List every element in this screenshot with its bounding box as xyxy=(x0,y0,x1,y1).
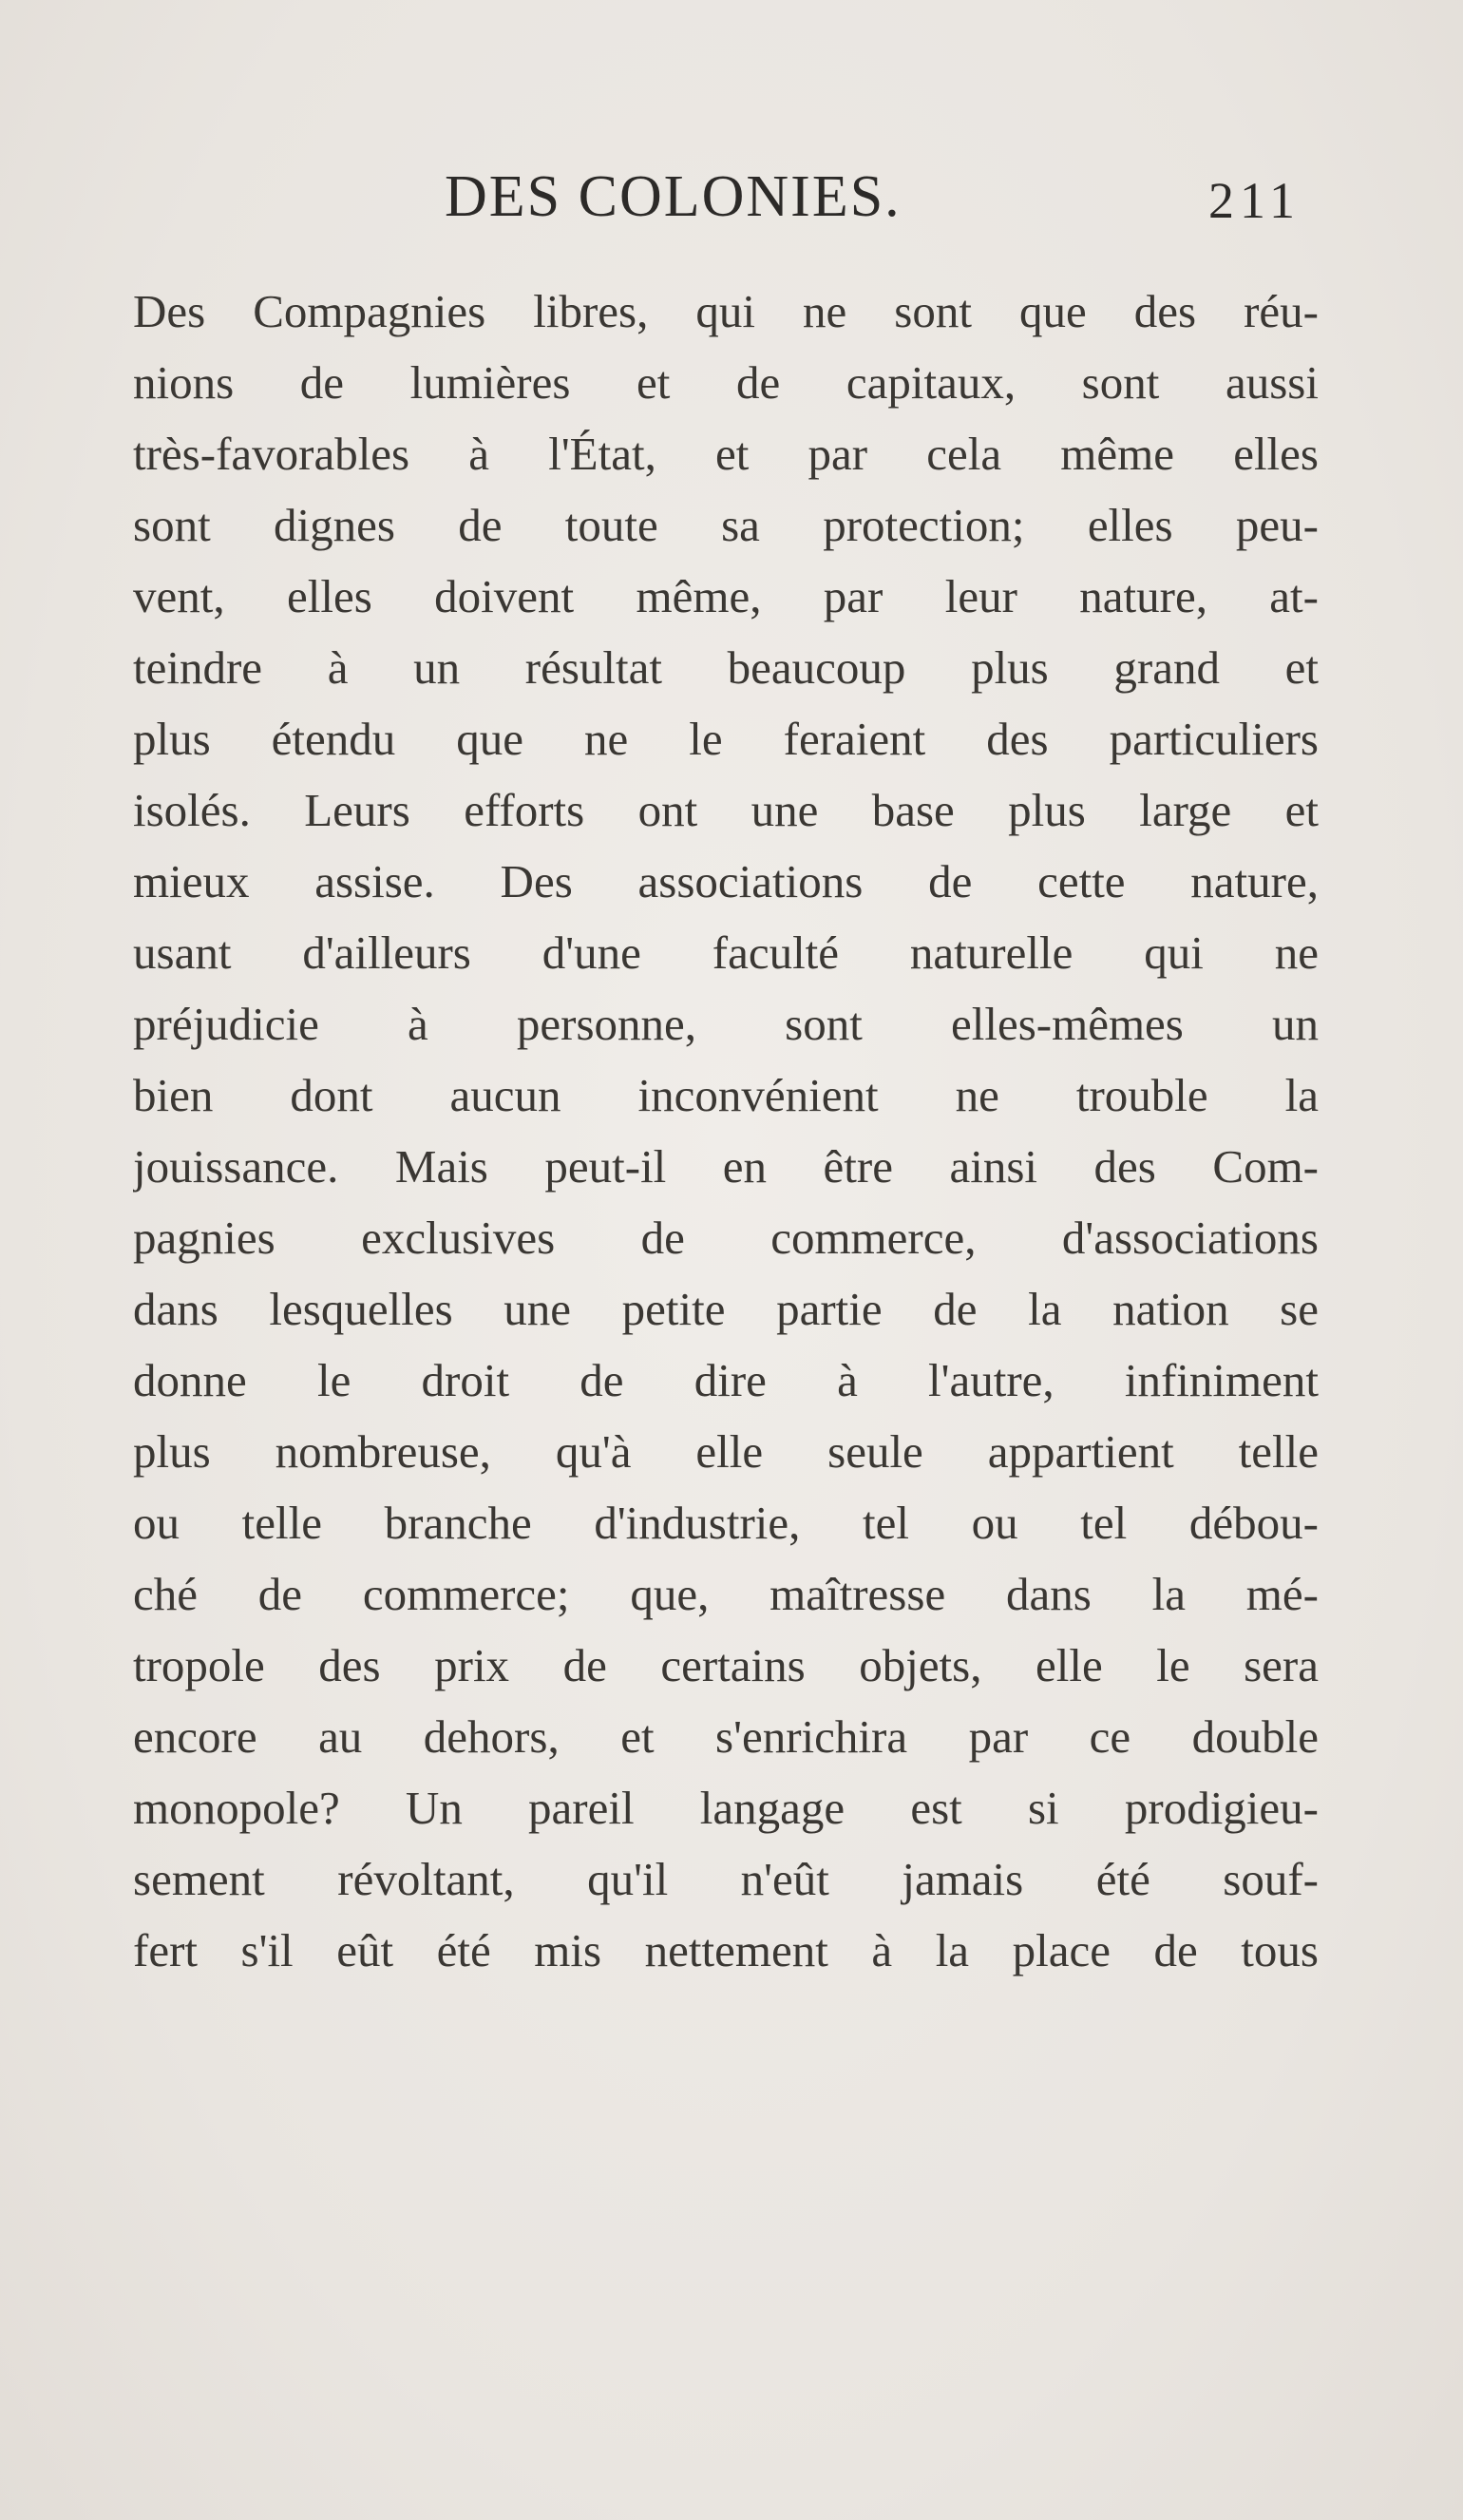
text-line: isolés. Leurs efforts ont une base plus large et xyxy=(133,784,1319,836)
text-line: Des Compagnies libres, qui ne sont que des réu- xyxy=(133,285,1319,337)
body-text xyxy=(133,276,1319,1986)
text-line: plus nombreuse, qu'à elle seule appartient telle xyxy=(133,1425,1319,1478)
text-line: préjudicie à personne, sont elles-mêmes un xyxy=(133,998,1319,1050)
text-line: dans lesquelles une petite partie de la nation se xyxy=(133,1283,1319,1335)
running-title: DES COLONIES. xyxy=(445,164,902,229)
text-line: sement révoltant, qu'il n'eût jamais été souf- xyxy=(133,1853,1319,1905)
text-line: jouissance. Mais peut-il en être ainsi des Com- xyxy=(133,1140,1319,1193)
text-line: teindre à un résultat beaucoup plus grand et xyxy=(133,641,1319,694)
text-line: nions de lumières et de capitaux, sont aussi xyxy=(133,356,1319,409)
text-line: très-favorables à l'État, et par cela même elles xyxy=(133,428,1319,480)
text-line: fert s'il eût été mis nettement à la place de tous xyxy=(133,1924,1319,1976)
text-line: ou telle branche d'industrie, tel ou tel débou- xyxy=(133,1497,1319,1549)
running-head xyxy=(0,163,1463,239)
text-line: mieux assise. Des associations de cette nature, xyxy=(133,855,1319,907)
text-line: tropole des prix de certains objets, elle le sera xyxy=(133,1639,1319,1691)
text-line: pagnies exclusives de commerce, d'associations xyxy=(133,1212,1319,1264)
text-line: ché de commerce; que, maîtresse dans la mé- xyxy=(133,1568,1319,1620)
text-line: monopole? Un pareil langage est si prodigieu- xyxy=(133,1782,1319,1834)
text-line: sont dignes de toute sa protection; elles peu- xyxy=(133,499,1319,551)
text-line: donne le droit de dire à l'autre, infiniment xyxy=(133,1354,1319,1406)
text-line: encore au dehors, et s'enrichira par ce double xyxy=(133,1710,1319,1763)
text-line: bien dont aucun inconvénient ne trouble la xyxy=(133,1069,1319,1121)
text-line: usant d'ailleurs d'une faculté naturelle qui ne xyxy=(133,926,1319,979)
text-line: vent, elles doivent même, par leur nature, at- xyxy=(133,570,1319,622)
text-line: plus étendu que ne le feraient des particuliers xyxy=(133,713,1319,765)
page-number: 211 xyxy=(1208,172,1301,229)
